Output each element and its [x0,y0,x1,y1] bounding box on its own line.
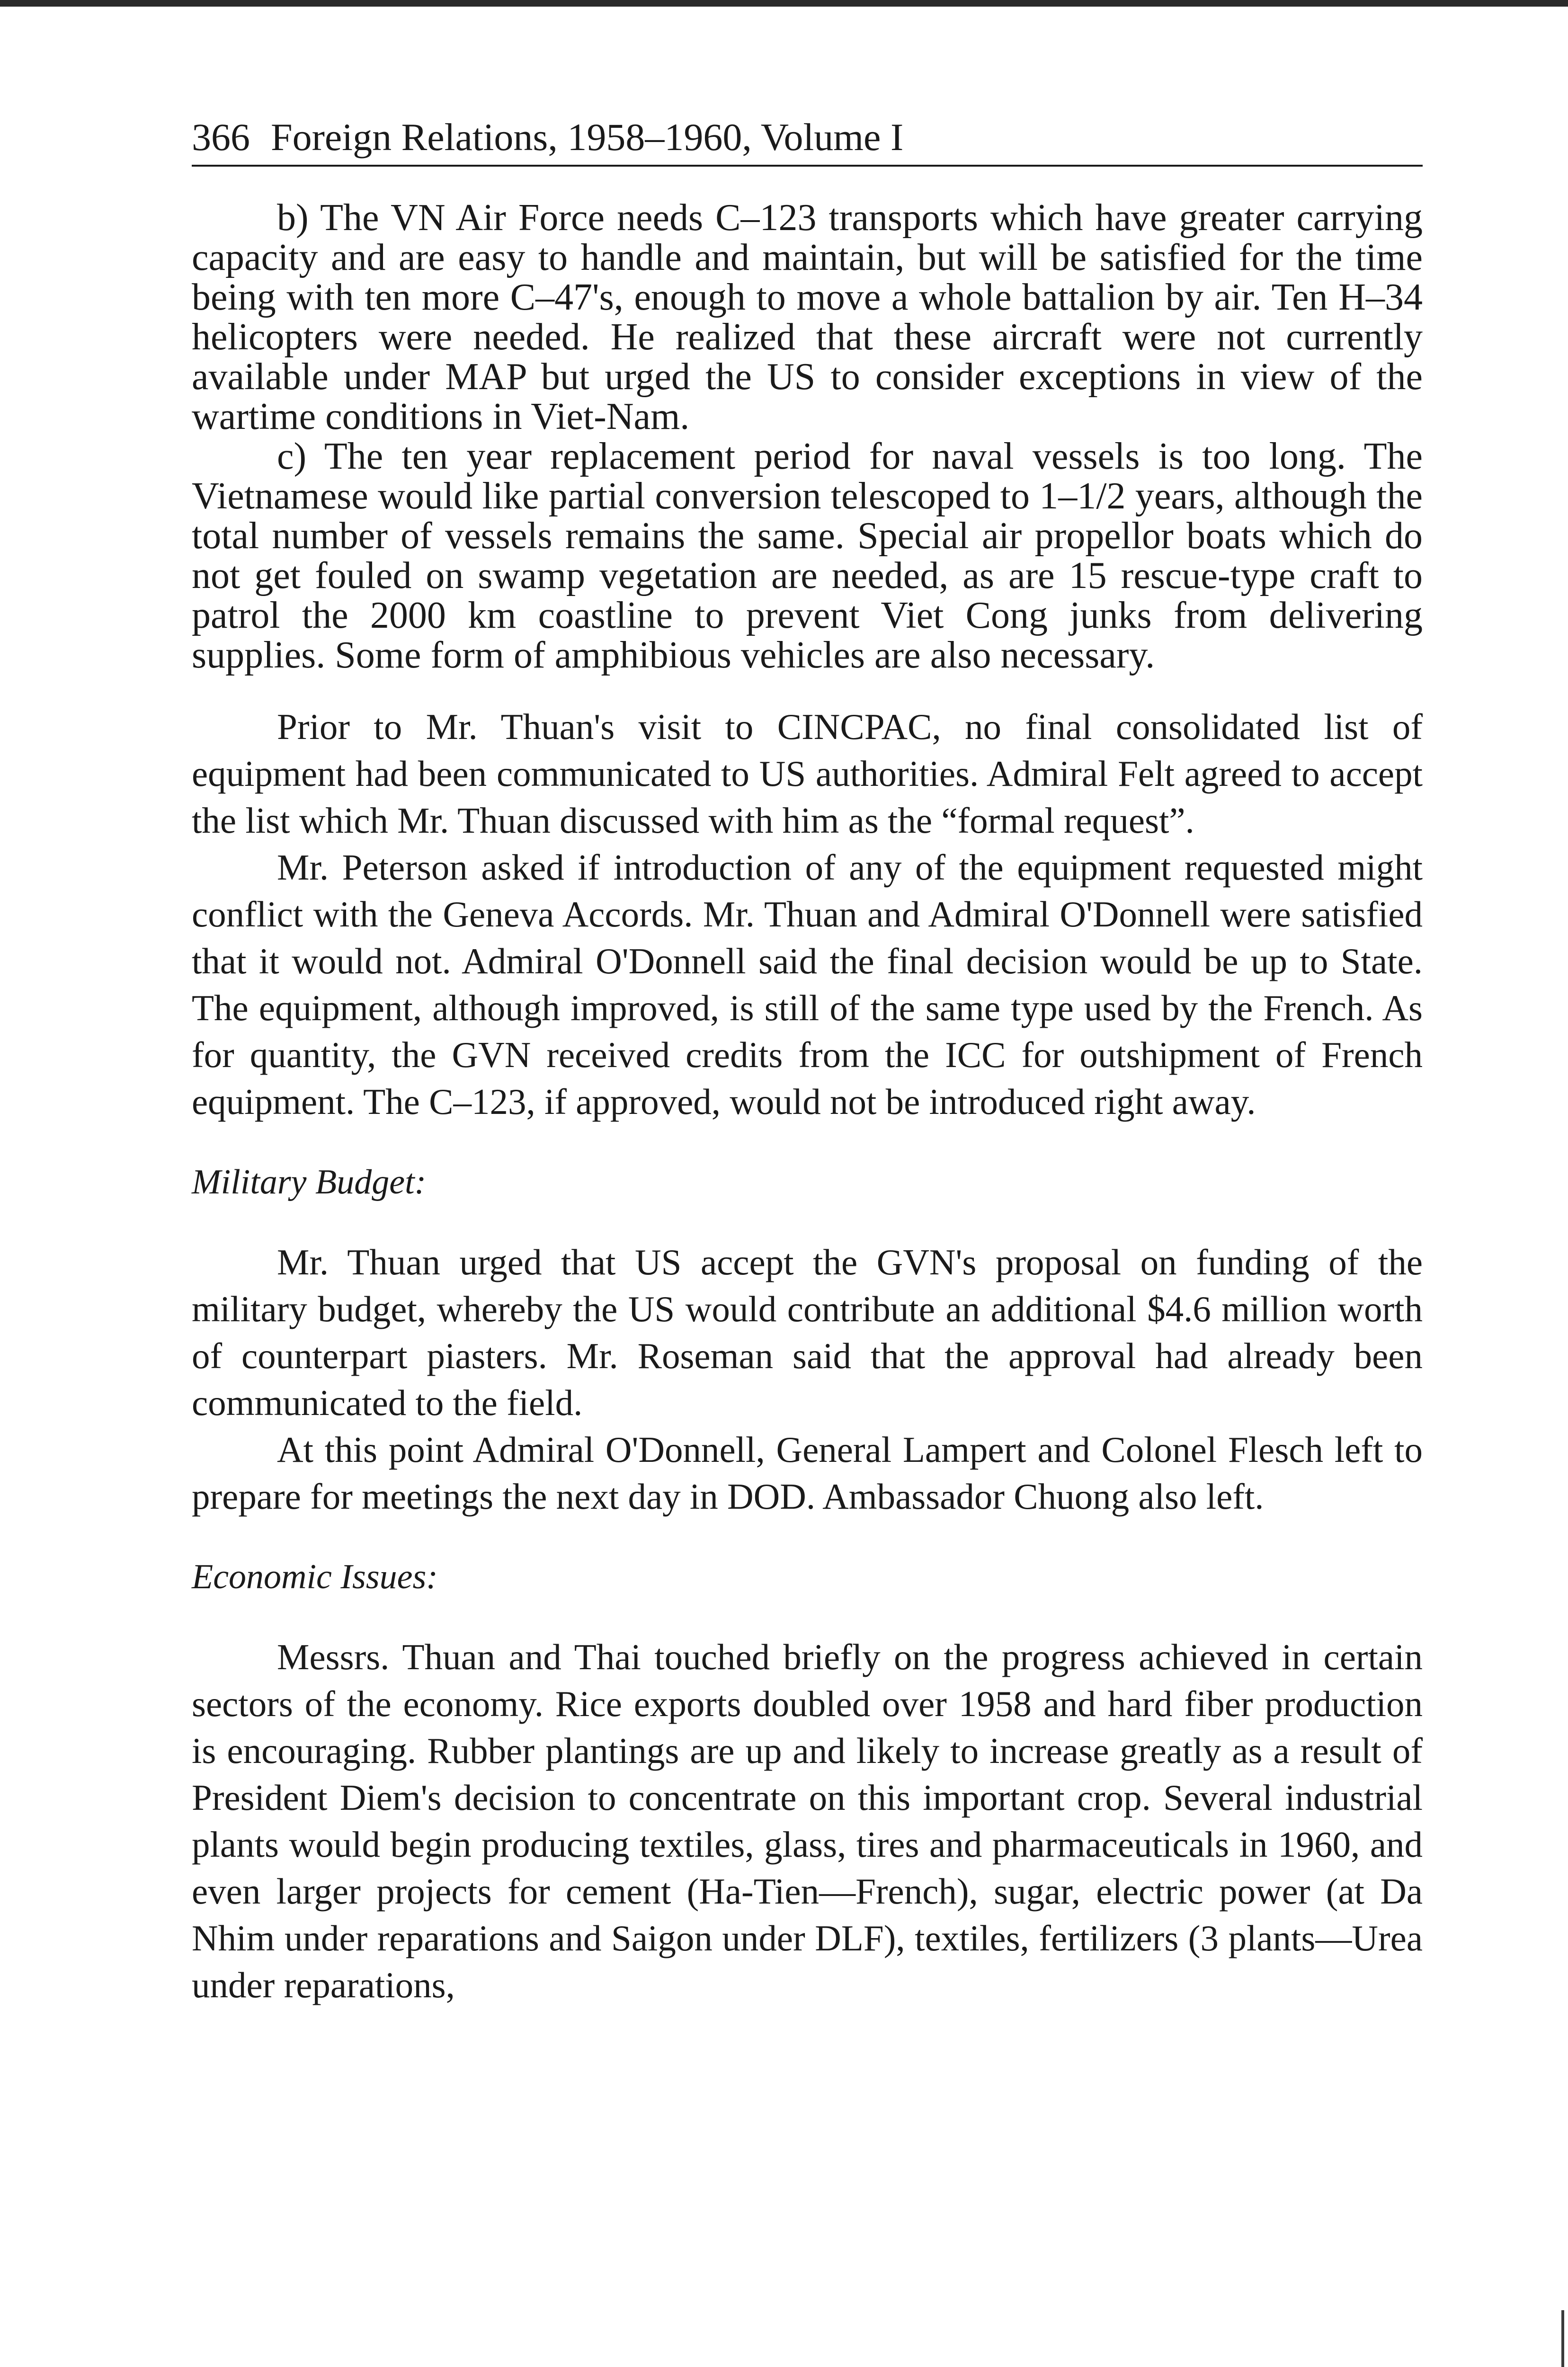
paragraph-military-budget: Mr. Thuan urged that US accept the GVN's proposal on funding of the military budget, whereby the US would contribute an additional $4.6 million worth of counterpart piasters. Mr. Roseman said that the approval had already been communicated to the field. [192,1242,1423,1423]
section-heading-economic-issues: Economic Issues: [192,1557,438,1596]
paragraph-geneva-accords: Mr. Peterson asked if introduction of any of the equipment requested might conflict with the Geneva Accords. Mr. Thuan and Admiral O'Donnell were satisfied that it would not. Admiral O'Donnell said the final decision would be up to State. The equipment, although improved, is still of the same type used by the French. As for quantity, the GVN received credits from the ICC for outshipment of French equipment. The C–123, if approved, would not be introduced right away. [192,847,1423,1122]
paragraph-economy-progress: Messrs. Thuan and Thai touched briefly on the progress achieved in certain sectors of the economy. Rice exports doubled over 1958 and hard fiber production is encouraging. Rubber plantings are up and likely to increase greatly as a result of President Diem's decision to concentrate on this important crop. Several industrial plants would begin producing textiles, glass, tires and pharmaceuticals in 1960, and even larger projects for cement (Ha-Tien—French), sugar, electric power (at Da Nhim under reparations and Saigon under DLF), textiles, fertilizers (3 plants—Urea under reparations, [192,1637,1423,2005]
paragraph-naval-vessels: c) The ten year replacement period for naval vessels is too long. The Vietnamese would like partial conversion telescoped to 1–1/2 years, although the total number of vessels remains the same. Special air propellor boats which do not get fouled on swamp vegetation are needed, as are 15 rescue-type craft to patrol the 2000 km coastline to prevent Viet Cong junks from delivering supplies. Some form of amphibious vehicles are also necessary. [192,436,1423,676]
running-header [192,114,1423,167]
page-number: 366 [192,116,250,159]
paragraph-cincpac-list: Prior to Mr. Thuan's visit to CINCPAC, no final consolidated list of equipment had been communicated to US authorities. Admiral Felt agreed to accept the list which Mr. Thuan discussed with him as the “formal request”. [192,706,1423,841]
paragraph-air-force: b) The VN Air Force needs C–123 transports which have greater carrying capacity and are easy to handle and maintain, but will be satisfied for the time being with ten more C–47's, enough to move a whole battalion by air. Ten H–34 helicopters were needed. He realized that these aircraft were not currently available under MAP but urged the US to consider exceptions in view of the wartime conditions in Viet-Nam. [192,197,1423,437]
section-heading-military-budget: Military Budget: [192,1163,427,1201]
scan-top-edge [0,0,1568,7]
scan-edge-mark [1561,2310,1564,2367]
running-title: Foreign Relations, 1958–1960, Volume I [271,116,904,159]
paragraph-departures: At this point Admiral O'Donnell, General Lampert and Colonel Flesch left to prepare for meetings the next day in DOD. Ambassador Chuong also left. [192,1429,1423,1517]
document-page [192,114,1423,2009]
